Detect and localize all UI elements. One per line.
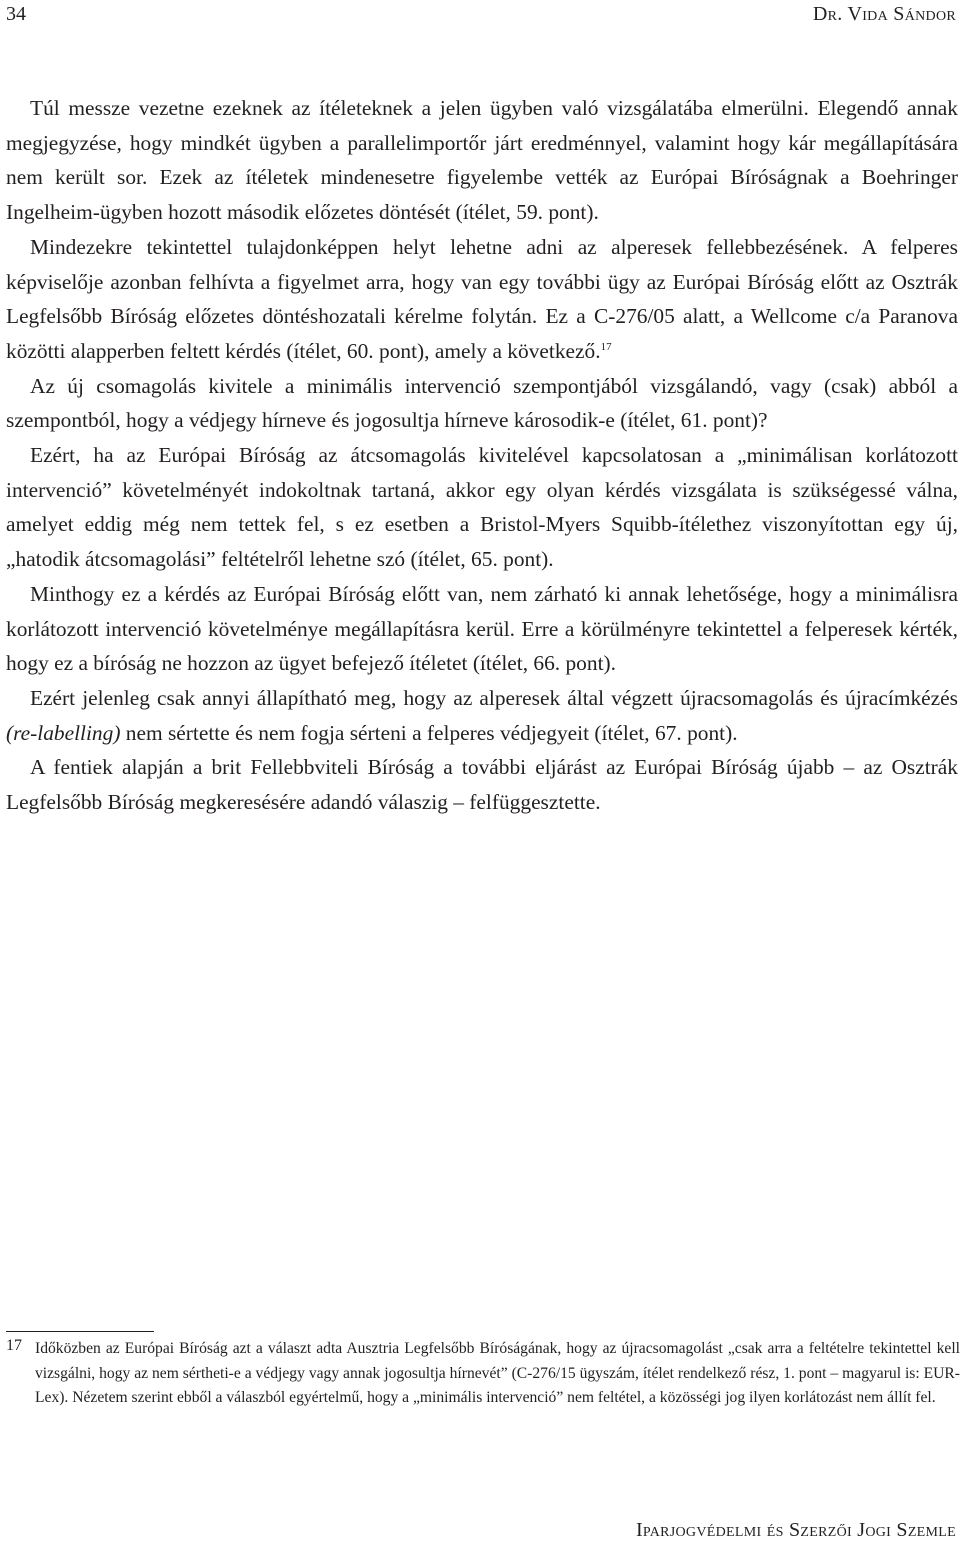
paragraph-6 [6,681,958,750]
footnote-reference[interactable]: 17 [600,340,612,353]
footnote-text: Időközben az Európai Bíróság azt a választ adta Ausztria Legfelsőbb Bíróságának, hogy az újracsomagolást „csak arra a feltételre tekintettel kell vizsgálni, hogy az nem sértheti-e a védjegy vagy annak jogosultja hírnevét” (C-276/15 ügyszám, ítélet rendelkező rész, 1. pont – magyarul is: EUR-Lex). Nézetem szerint ebből a válaszból egyértelmű, hogy a „minimális intervenció” nem feltétel, a közösségi jog ilyen korlátozást nem állít fel. [35,1340,960,1406]
running-foot-journal: Iparjogvédelmi és Szerzői Jogi Szemle [635,1519,956,1541]
footnote-divider [6,1331,154,1332]
page-number: 34 [6,3,26,25]
paragraph-6-italic-term: (re-labelling) [6,720,121,745]
paragraph-6-text-start: Ezért jelenleg csak annyi állapítható meg, hogy az alperesek által végzett újracsomagolás és újracímkézés [30,685,958,710]
paragraph-4: Ezért, ha az Európai Bíróság az átcsomagolás kivitelével kapcsolatosan a „minimálisan korlátozott intervenció” követelményét indokoltnak tartaná, akkor egy olyan kérdés vizsgálata is szükségessé válna, amelyet eddig még nem tettek fel, s ez esetben a Bristol-Myers Squibb-ítélethez viszonyítottan egy új, „hatodik átcsomagolási” feltételről lehetne szó (ítélet, 65. pont). [6,443,958,572]
paragraph-5: Minthogy ez a kérdés az Európai Bíróság előtt van, nem zárható ki annak lehetősége, hogy a minimálisra korlátozott intervenció követelménye megállapításra kerül. Erre a körülményre tekintettel a felperesek kérték, hogy ez a bíróság ne hozzon az ügyet befejező ítéletet (ítélet, 66. pont). [6,581,958,676]
paragraph-1: Túl messze vezetne ezeknek az ítéleteknek a jelen ügyben való vizsgálatába elmerülni. Elegendő annak megjegyzése, hogy mindkét ügyben a parallelimportőr járt eredménnyel, valamint hogy kár megállapítására nem került sor. Ezek az ítéletek mindenesetre figyelembe vették az Európai Bíróságnak a Boehringer Ingelheim-ügyben hozott második előzetes döntését (ítélet, 59. pont). [6,96,958,225]
article-body [6,91,958,820]
paragraph-6-text-end: nem sértette és nem fogja sérteni a felperes védjegyeit (ítélet, 67. pont). [120,720,738,745]
footnote-number: 17 [6,1337,22,1354]
footnote [6,1337,960,1411]
paragraph-2-text: Mindezekre tekintettel tulajdonképpen helyt lehetne adni az alperesek fellebbezésének. A felperes képviselője azonban felhívta a figyelmet arra, hogy van egy további ügy az Európai Bíróság előtt az Osztrák Legfelsőbb Bíróság előzetes döntéshozatali kérelme folytán. Ez a C-276/05 alatt, a Wellcome c/a Paranova közötti alapperben feltett kérdés (ítélet, 60. pont), amely a következő. [6,234,958,363]
paragraph-2 [6,230,958,369]
running-head-author: Dr. Vida Sándor [812,3,956,25]
paragraph-7: A fentiek alapján a brit Fellebbviteli Bíróság a további eljárást az Európai Bíróság újabb – az Osztrák Legfelsőbb Bíróság megkeresésére adandó válaszig – felfüggesztette. [6,755,958,815]
paragraph-3: Az új csomagolás kivitele a minimális intervenció szempontjából vizsgálandó, vagy (csak) abból a szempontból, hogy a védjegy hírneve és jogosultja hírneve károsodik-e (ítélet, 61. pont)? [6,373,958,433]
